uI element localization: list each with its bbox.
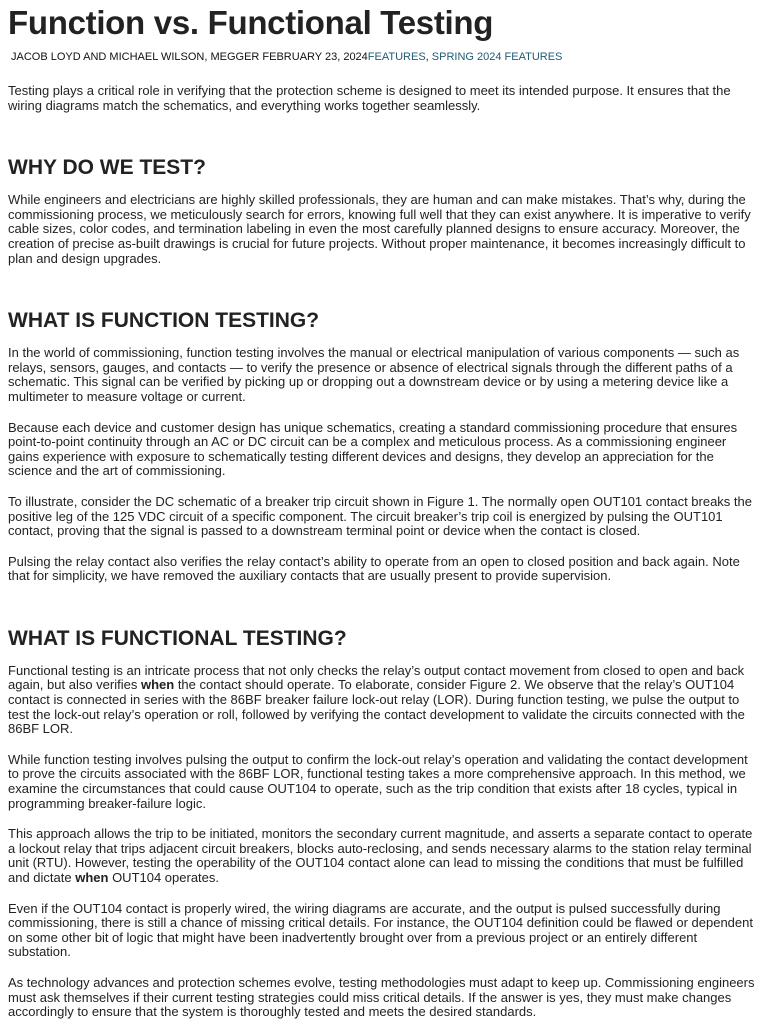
byline-separator: , [425,51,432,63]
byline [11,50,760,64]
heading-what-is-function-testing: WHAT IS FUNCTION TESTING? [8,309,320,333]
functional-p3-bold: when [75,870,109,885]
functional-p1-text-b: the contact should operate. To elaborate, consider Figure 2. We observe that the relay’s OUT104 contact is connected in series with the 86BF breaker failure lock-out relay (LOR). During function testing, we pulse the output to test the lock-out relay’s operation or roll, followed by verifying the contact development to validate the circuits connected with the 86BF LOR. [8,677,745,737]
function-paragraph-1: In the world of commissioning, function testing involves the manual or electrical manipulation of various components — such as relays, sensors, gauges, and contacts — to verify the presence or absence of electrical signals through the different paths of a schematic. This signal can be verified by picking up or dropping out a downstream device or by using a metering device like a multimeter to measure voltage or current. [8,345,740,404]
function-paragraph-2: Because each device and customer design has unique schematics, creating a standard commissioning procedure that ensures point-to-point continuity through an AC or DC circuit can be a complex and meticulous process. As a commissioning engineer gains experience with exposure to schematically testing different devices and designs, they develop an appreciation for the science and the art of commissioning. [8,419,738,479]
category-link-spring-2024-features[interactable]: SPRING 2024 FEATURES [431,51,563,63]
functional-p3-text-a: This approach allows the trip to be initiated, monitors the secondary current magnitude, and asserts a separate contact to operate a lockout relay that trips adjacent circuit breakers, blocks auto-reclosing, and sends necessary alarms to the station relay terminal unit (RTU). However, testing the operability of the OUT104 contact alone can lead to missing the conditions that must be fulfilled and dictate [8,826,753,885]
article [0,3,768,1020]
why-paragraph-1: While engineers and electricians are highly skilled professionals, they are human and can make mistakes. That’s why, during the commissioning process, we meticulously search for errors, knowing full well that they can exist anywhere. It is imperative to verify cable sizes, color codes, and termination labeling in even the most carefully planned designs to ensure accuracy. Moreover, the creation of precise as-built drawings is crucial for future projects. Without proper maintenance, it becomes increasingly difficult to plan and design upgrades. [8,192,751,266]
intro-paragraph: Testing plays a critical role in verifying that the protection scheme is designed to meet its intended purpose. It ensures that the wiring diagrams match the schematics, and everything works together seamlessly. [8,83,731,113]
functional-p3-text-b: OUT104 operates. [108,870,220,885]
function-paragraph-4: Pulsing the relay contact also verifies the relay contact’s ability to operate from an open to closed position and back again. Note that for simplicity, we have removed the auxiliary contacts that are usually present to provide supervision. [8,553,740,584]
category-link-features[interactable]: FEATURES [367,51,426,63]
functional-paragraph-5: As technology advances and protection schemes evolve, testing methodologies must adapt to keep up. Commissioning engineers must ask themselves if their current testing strategies could miss critical details. If the answer is yes, they must make changes accordingly to ensure that the system is thoroughly tested and meets the desired standards. [8,974,755,1020]
heading-why-do-we-test: WHY DO WE TEST? [8,156,206,180]
functional-paragraph-4: Even if the OUT104 contact is properly wired, the wiring diagrams are accurate, and the output is pulsed successfully during commissioning, there is still a chance of missing critical details. For instance, the OUT104 definition could be flawed or dependent on some other bit of logic that might have been inadvertently brought over from a previous project or an entirely different substation. [8,900,753,960]
functional-paragraph-3 [8,827,760,885]
article-title: Function vs. Functional Testing [8,4,494,41]
functional-paragraph-1 [8,664,760,737]
functional-paragraph-2: While function testing involves pulsing the output to confirm the lock-out relay’s operation and validating the contact development to prove the circuits associated with the 86BF LOR, functional testing takes a more comprehensive approach. In this method, we examine the circumstances that could cause OUT104 to operate, such as the trip condition that exists after 18 cycles, typical in programming breaker-failure logic. [8,751,748,811]
function-paragraph-3: To illustrate, consider the DC schematic of a breaker trip circuit shown in Figure 1. The normally open OUT101 contact breaks the positive leg of the 125 VDC circuit of a specific component. The circuit breaker’s trip coil is energized by pulsing the OUT101 contact, proving that the signal is passed to a downstream terminal point or device when the contact is closed. [8,493,752,539]
functional-p1-bold: when [140,677,175,693]
functional-p1-text-a: Functional testing is an intricate process that not only checks the relay’s output contact movement from closed to open and back again, but also verifies [8,662,745,693]
heading-what-is-functional-testing: WHAT IS FUNCTIONAL TESTING? [8,626,347,650]
byline-authors-date: JACOB LOYD AND MICHAEL WILSON, MEGGER FEBRUARY 23, 2024 [11,51,368,63]
